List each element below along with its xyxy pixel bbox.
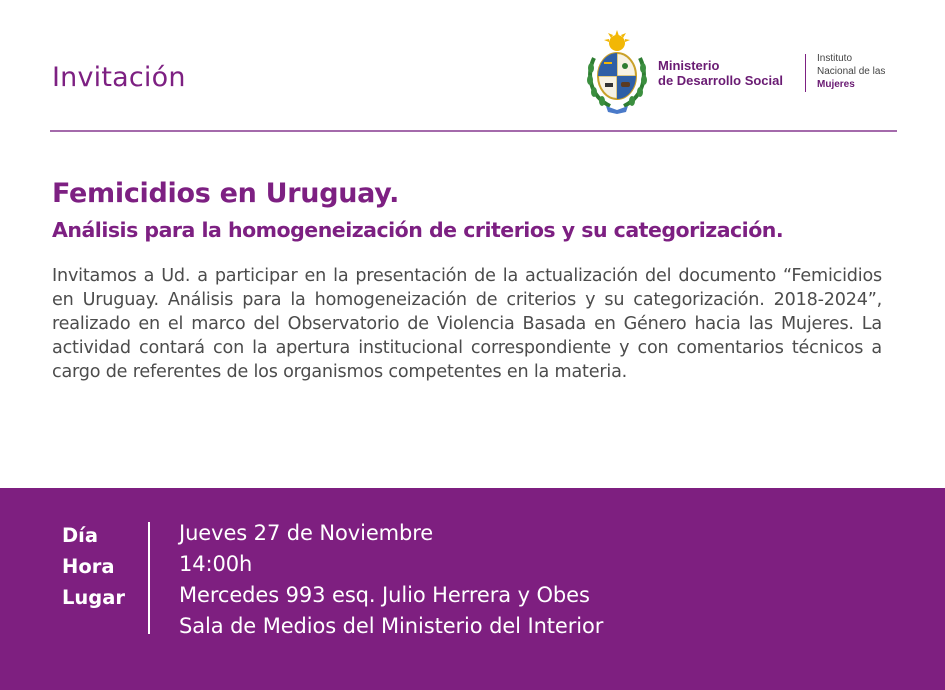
value-time: 14:00h: [179, 552, 253, 576]
detail-labels: [62, 520, 125, 613]
ministry-logo: [584, 30, 904, 114]
invitation-body: Invitamos a Ud. a participar en la presentación de la actualización del documento “Femicidios en Uruguay. Análisis para la homogeneización de criterios y su categorización. 2018-2024”, realizado en el marco del Observatorio de Violencia Basada en Género hacia las Mujeres. La actividad contará con la apertura institucional correspondiente y con comentarios técnicos a cargo de referentes de los organismos competentes en la materia.: [52, 266, 882, 382]
value-day: Jueves 27 de Noviembre: [179, 521, 434, 545]
coat-of-arms-icon: [584, 30, 650, 114]
institute-name: Instituto Nacional de las Mujeres: [817, 53, 886, 90]
ministry-name: Ministerio de Desarrollo Social: [658, 58, 783, 88]
label-day: Día: [62, 524, 99, 547]
event-title: Femicidios en Uruguay.: [52, 178, 400, 209]
detail-values: [179, 518, 603, 642]
logo-divider: [805, 54, 806, 92]
header-divider: [50, 130, 897, 132]
value-address: Mercedes 993 esq. Julio Herrera y Obes: [179, 583, 590, 607]
label-time: Hora: [62, 555, 115, 578]
details-divider: [148, 522, 150, 634]
invitation-heading: Invitación: [52, 62, 186, 93]
label-place: Lugar: [62, 586, 126, 609]
value-room: Sala de Medios del Ministerio del Interior: [179, 614, 604, 638]
event-subtitle: Análisis para la homogeneización de criterios y su categorización.: [52, 218, 784, 242]
